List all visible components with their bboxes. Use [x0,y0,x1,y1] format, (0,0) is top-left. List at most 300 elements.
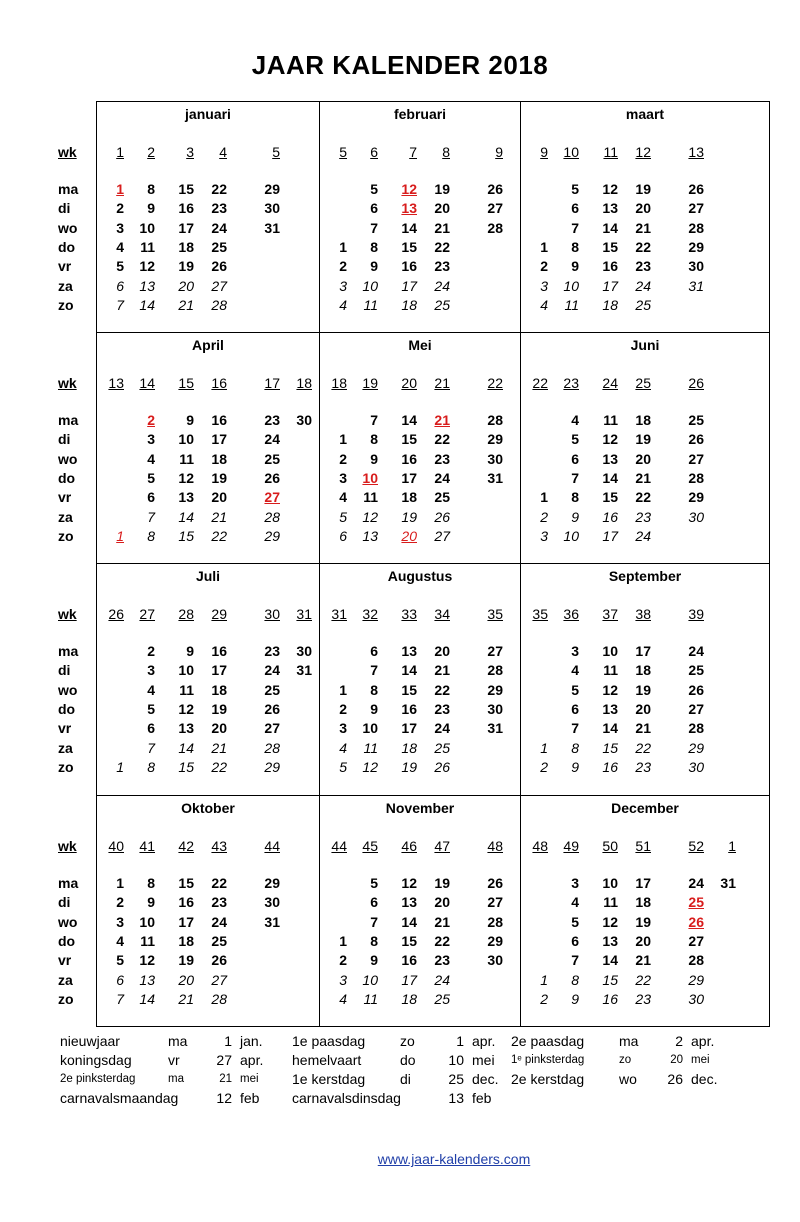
grid-divider [96,332,770,333]
week-number: 14 [139,375,155,391]
day-number: 5 [571,431,579,448]
day-number: 7 [370,412,378,428]
day-number: 1 [339,681,347,698]
day-number: 20 [434,894,450,911]
day-number: 29 [264,875,280,891]
holiday-date: 27 [216,1052,232,1068]
day-number: 3 [339,277,347,294]
day-number: 3 [339,469,347,486]
day-number: 21 [178,296,194,313]
day-number: 9 [186,412,194,428]
day-number: 24 [434,277,450,294]
day-number: 30 [264,200,280,217]
day-number: 7 [116,990,124,1007]
day-number: 27 [211,971,227,988]
day-number: 4 [116,238,124,255]
day-number: 26 [434,758,450,775]
day-number: 1 [540,238,548,255]
day-number: 28 [487,913,503,930]
week-number: 1 [728,838,736,854]
day-number: 10 [563,277,579,294]
day-number: 24 [688,643,704,659]
week-number: 9 [495,144,503,160]
day-number: 13 [602,700,618,717]
day-number: 12 [602,681,618,698]
day-number: 4 [339,296,347,313]
row-label: vr [58,952,72,969]
day-number: 4 [147,681,155,698]
day-number: 15 [401,681,417,698]
day-number: 19 [434,181,450,197]
day-number: 8 [147,181,155,197]
week-number: 48 [487,838,503,854]
holiday-weekday: vr [168,1052,180,1068]
day-number: 21 [635,469,651,486]
day-number: 23 [434,952,450,969]
day-number: 21 [635,219,651,236]
day-number: 1 [339,431,347,448]
day-number: 21 [434,913,450,930]
day-number: 31 [487,469,503,486]
row-label: wk [58,838,77,854]
month-name: Juli [195,568,221,584]
day-number: 9 [571,758,579,775]
holiday-weekday: ma [168,1033,188,1049]
day-number: 31 [264,913,280,930]
day-number: 14 [602,952,618,969]
day-number: 7 [571,952,579,969]
day-number: 11 [564,296,579,313]
day-number: 21 [178,990,194,1007]
day-number: 14 [178,739,194,756]
holiday-month: apr. [691,1033,715,1049]
day-number: 28 [211,296,227,313]
week-number: 30 [264,606,280,622]
day-number: 18 [401,296,417,313]
row-label: di [58,200,71,217]
day-number: 25 [434,489,450,506]
day-number: 17 [211,662,227,679]
week-number: 35 [487,606,503,622]
day-number: 12 [602,913,618,930]
day-number: 14 [401,662,417,679]
holiday-month: mei [240,1073,259,1085]
day-number: 22 [434,431,450,448]
day-number: 13 [139,971,155,988]
day-number: 4 [571,662,579,679]
day-number: 2 [116,894,124,911]
day-number: 8 [571,238,579,255]
day-number: 6 [370,643,378,659]
day-number: 6 [116,277,124,294]
day-number: 14 [139,990,155,1007]
day-number: 29 [264,181,280,197]
day-number: 6 [370,894,378,911]
week-number: 5 [339,144,347,160]
day-number: 28 [264,508,280,525]
day-number: 5 [147,469,155,486]
day-number: 22 [635,238,651,255]
day-number: 15 [178,875,194,891]
day-number: 6 [339,527,347,544]
day-number: 25 [434,739,450,756]
day-number: 11 [363,489,378,506]
day-number: 11 [603,412,618,428]
day-number: 10 [362,971,378,988]
day-number: 23 [211,200,227,217]
day-number: 20 [635,932,651,949]
day-number: 6 [571,700,579,717]
day-number: 22 [635,489,651,506]
day-number: 4 [571,894,579,911]
day-number: 22 [211,758,227,775]
day-number: 28 [211,990,227,1007]
day-number: 12 [139,258,155,275]
day-number: 18 [635,662,651,679]
day-number: 16 [401,952,417,969]
day-number: 22 [434,932,450,949]
day-number: 2 [339,450,347,467]
day-number: 24 [264,662,280,679]
day-number: 17 [178,913,194,930]
day-number: 4 [339,990,347,1007]
day-number: 14 [602,219,618,236]
week-number: 26 [688,375,704,391]
day-number: 12 [602,431,618,448]
day-number: 12 [401,181,417,197]
holiday-date: 1 [224,1033,232,1049]
day-number: 15 [602,971,618,988]
grid-divider [96,563,770,564]
row-label: wo [58,681,78,698]
day-number: 17 [401,277,417,294]
day-number: 7 [571,720,579,737]
day-number: 23 [635,258,651,275]
day-number: 18 [635,412,651,428]
day-number: 8 [370,431,378,448]
grid-divider [520,101,521,1027]
day-number: 6 [147,489,155,506]
month-name: februari [393,106,447,122]
day-number: 11 [363,739,378,756]
day-number: 12 [401,875,417,891]
day-number: 28 [264,739,280,756]
row-label: wk [58,606,77,622]
day-number: 15 [602,238,618,255]
day-number: 27 [487,200,503,217]
day-number: 17 [602,527,618,544]
week-number: 18 [296,375,312,391]
day-number: 7 [370,662,378,679]
row-label: ma [58,412,79,428]
day-number: 12 [602,181,618,197]
holiday-weekday: di [400,1071,411,1087]
day-number: 23 [434,700,450,717]
day-number: 21 [434,662,450,679]
day-number: 17 [602,277,618,294]
day-number: 18 [635,894,651,911]
month-name: januari [185,106,231,122]
day-number: 13 [401,200,417,217]
row-label: ma [58,643,79,659]
week-number: 3 [186,144,194,160]
holiday-name: nieuwjaar [60,1033,120,1049]
holiday-month: dec. [691,1071,718,1087]
day-number: 20 [178,277,194,294]
day-number: 22 [434,238,450,255]
month-name: December [611,800,679,816]
day-number: 31 [296,662,312,679]
day-number: 7 [147,508,155,525]
day-number: 11 [363,990,378,1007]
week-number: 52 [688,838,704,854]
row-label: za [58,508,73,525]
day-number: 24 [635,527,651,544]
day-number: 4 [339,739,347,756]
week-number: 38 [635,606,651,622]
day-number: 15 [401,932,417,949]
day-number: 9 [370,450,378,467]
page-title: JAAR KALENDER 2018 [251,50,549,80]
day-number: 2 [540,508,548,525]
day-number: 26 [434,508,450,525]
day-number: 10 [362,720,378,737]
day-number: 2 [540,258,548,275]
day-number: 8 [370,238,378,255]
day-number: 25 [688,662,704,679]
month-name: November [385,800,455,816]
week-number: 23 [563,375,579,391]
day-number: 1 [540,739,548,756]
month-name: April [192,337,224,353]
row-label: do [58,700,76,717]
day-number: 7 [370,913,378,930]
day-number: 27 [688,700,704,717]
day-number: 30 [487,450,503,467]
day-number: 19 [434,875,450,891]
month-name: Mei [408,337,432,353]
day-number: 15 [178,758,194,775]
day-number: 8 [147,527,155,544]
day-number: 26 [211,258,227,275]
day-number: 19 [635,681,651,698]
day-number: 11 [140,932,155,949]
day-number: 9 [370,258,378,275]
holiday-name: 1ᵉ pinksterdag [511,1054,585,1066]
week-number: 22 [487,375,503,391]
day-number: 12 [178,469,194,486]
row-label: do [58,469,76,486]
day-number: 2 [339,700,347,717]
day-number: 26 [688,913,704,930]
day-number: 10 [178,662,194,679]
day-number: 11 [363,296,378,313]
day-number: 19 [211,469,227,486]
day-number: 6 [571,450,579,467]
holiday-name: 2e paasdag [511,1033,585,1049]
week-number: 1 [116,144,124,160]
month-name: Augustus [387,568,453,584]
day-number: 31 [264,219,280,236]
day-number: 29 [487,681,503,698]
day-number: 25 [688,412,704,428]
day-number: 3 [571,643,579,659]
day-number: 27 [688,932,704,949]
day-number: 2 [540,758,548,775]
day-number: 22 [211,527,227,544]
day-number: 25 [264,681,280,698]
day-number: 10 [362,277,378,294]
week-number: 6 [370,144,378,160]
day-number: 10 [602,875,618,891]
month-name: Oktober [181,800,235,816]
day-number: 19 [635,913,651,930]
day-number: 8 [571,489,579,506]
holiday-name: carnavalsdinsdag [292,1090,401,1106]
day-number: 11 [179,450,194,467]
week-number: 44 [331,838,347,854]
day-number: 8 [147,875,155,891]
day-number: 19 [401,508,417,525]
week-number: 13 [108,375,124,391]
day-number: 20 [401,527,417,544]
row-label: do [58,238,76,255]
day-number: 30 [688,990,704,1007]
row-label: wk [58,144,77,160]
day-number: 5 [571,681,579,698]
day-number: 4 [571,412,579,428]
week-number: 51 [635,838,651,854]
row-label: do [58,932,76,949]
day-number: 11 [603,894,618,911]
row-label: di [58,431,71,448]
week-number: 13 [688,144,704,160]
day-number: 27 [688,200,704,217]
row-label: wk [58,375,77,391]
week-number: 31 [331,606,347,622]
day-number: 22 [211,875,227,891]
day-number: 19 [178,258,194,275]
day-number: 29 [487,431,503,448]
day-number: 7 [571,219,579,236]
week-number: 49 [563,838,579,854]
day-number: 1 [540,971,548,988]
day-number: 10 [178,431,194,448]
day-number: 21 [434,412,450,428]
day-number: 16 [602,758,618,775]
day-number: 13 [178,489,194,506]
month-name: maart [625,106,665,122]
day-number: 27 [688,450,704,467]
row-label: vr [58,720,72,737]
day-number: 17 [635,875,651,891]
day-number: 24 [211,913,227,930]
day-number: 10 [563,527,579,544]
row-label: vr [58,258,72,275]
day-number: 3 [339,720,347,737]
day-number: 15 [401,431,417,448]
grid-divider [96,795,770,796]
day-number: 26 [211,952,227,969]
day-number: 9 [186,643,194,659]
day-number: 18 [401,990,417,1007]
day-number: 18 [602,296,618,313]
day-number: 16 [178,894,194,911]
day-number: 16 [602,258,618,275]
day-number: 23 [264,412,280,428]
row-label: di [58,894,71,911]
day-number: 12 [178,700,194,717]
day-number: 17 [635,643,651,659]
day-number: 19 [635,181,651,197]
day-number: 17 [401,971,417,988]
day-number: 4 [540,296,548,313]
row-label: za [58,971,73,988]
day-number: 21 [635,720,651,737]
day-number: 9 [571,508,579,525]
holiday-date: 20 [670,1054,683,1066]
day-number: 1 [116,875,124,891]
row-label: wo [58,219,78,236]
day-number: 1 [339,932,347,949]
day-number: 14 [139,296,155,313]
day-number: 7 [370,219,378,236]
week-number: 4 [219,144,227,160]
week-number: 7 [409,144,417,160]
day-number: 29 [688,238,704,255]
week-number: 44 [264,838,280,854]
footer-link[interactable]: www.jaar-kalenders.com [377,1151,531,1167]
week-number: 31 [296,606,312,622]
day-number: 5 [116,952,124,969]
day-number: 10 [139,219,155,236]
day-number: 20 [211,489,227,506]
day-number: 28 [688,720,704,737]
day-number: 23 [211,894,227,911]
week-number: 18 [331,375,347,391]
holiday-month: feb [240,1090,260,1106]
day-number: 6 [116,971,124,988]
week-number: 40 [108,838,124,854]
holiday-date: 12 [216,1090,232,1106]
day-number: 16 [401,450,417,467]
day-number: 3 [339,971,347,988]
week-number: 43 [211,838,227,854]
day-number: 9 [147,200,155,217]
day-number: 4 [116,932,124,949]
day-number: 14 [401,913,417,930]
day-number: 30 [688,758,704,775]
day-number: 28 [487,412,503,428]
day-number: 13 [401,894,417,911]
week-number: 21 [434,375,450,391]
day-number: 16 [211,643,227,659]
day-number: 25 [211,932,227,949]
day-number: 19 [211,700,227,717]
holiday-month: apr. [240,1052,264,1068]
row-label: zo [58,296,74,313]
day-number: 29 [264,758,280,775]
holiday-date: 10 [448,1052,464,1068]
week-number: 42 [178,838,194,854]
day-number: 28 [688,219,704,236]
day-number: 1 [116,527,124,544]
calendar-grid [96,101,770,1027]
day-number: 21 [635,952,651,969]
day-number: 1 [116,758,124,775]
day-number: 5 [370,181,378,197]
day-number: 7 [147,739,155,756]
